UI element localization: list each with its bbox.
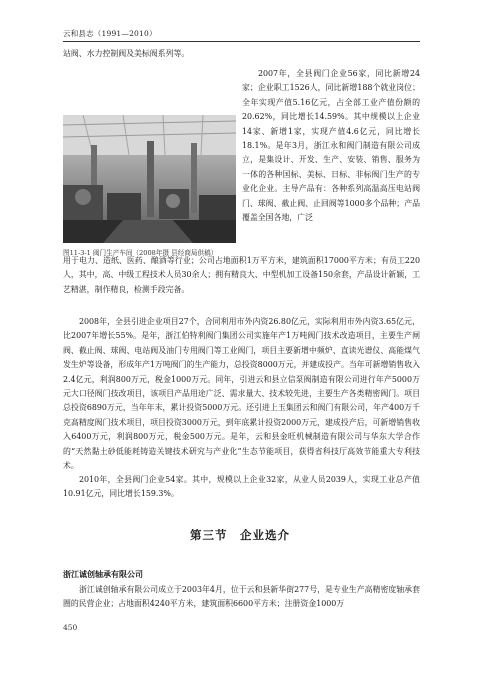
paragraph-2008: 2008年，全县引进企业项目27个，合同利用市外内资26.80亿元，实际利用市外内资3.65亿元，比2007年增长55%。是年，浙江伯特利阀门集团公司实施年产1万吨阀门技术改造项目，主要生产闸阀、截止阀、球阀、电站阀及油门专用阀门等工业阀门，项目主要新增中频炉、直读光谱仪、高能煤气发生炉等设备，形成年产1万吨阀门的生产能力，总投资8000万元，并建成投产。当年可新增销售收入2.4亿元，利润800万元，税金1000万元。同年，引进云和县立信泵阀制造有限公司进行年产5000万元大口径阀门技改项目，该项目产品用途广泛、需求量大、技术较先进，主要生产各类精密阀门。项目总投资6890万元，当年年末，累计投资5000万元。还引进上玉集团云和阀门有限公司，年产400万千克高精度阀门技术项目，项目投资3000万元，到年底累计投资2000万元，建成投产后，可新增销售收入6400万元，利润800万元，税金500万元。是年，云和县金旺机械制造有限公司与华东大学合作的“天然黏土砂低能耗铸造关键技术研究与产业化”生态节能项目，获得省科技厅高效节能重大专利技术。 xyxy=(63,317,420,471)
valve-workshop-photo xyxy=(63,115,236,243)
page-number: 450 xyxy=(63,623,78,632)
paragraph-2007-full-width: 用于电力、造纸、医药、酿酒等行业；公司占地面积1万平方米，建筑面积17000平方米；有员工220人，其中，高、中级工程技术人员30余人；拥有精良大、中型机加工设备150余套，产品设计新颖，工艺精湛，制作精良，检测手段完备。 xyxy=(63,256,420,294)
paragraph-company-intro: 浙江诚创轴承有限公司成立于2003年4月，位于云和县新华街277号，是专业生产高精密度轴承套圈的民营企业；占地面积4240平方米，建筑面积6600平方米；注册资金1000万 xyxy=(63,585,420,609)
workshop-photo-illustration xyxy=(63,115,236,243)
paragraph-intro-continuation: 站阀、水力控制阀及美标阀系列等。 xyxy=(63,49,190,58)
section-title: 第三节 企业选介 xyxy=(190,528,290,542)
photo-caption: 图11-3-1 阀门生产车间（2008年摄 县经商局供稿） xyxy=(63,249,218,257)
paragraph-2010: 2010年，全县阀门企业54家。其中，规模以上企业32家，从业人员2039人，实现工业总产值10.91亿元，同比增长159.3%。 xyxy=(63,475,420,499)
company-heading: 浙江诚创轴承有限公司 xyxy=(63,570,143,579)
paragraph-2007-right-column: 2007年，全县阀门企业56家，同比新增24家；企业职工1526人，同比新增188个就业岗位；全年实现产值5.16亿元，占全部工业产值份额的20.62%，同比增长14.59%。其中规模以上企业14家、新增1家，实现产值4.6亿元，同比增长18.1%。是年3月，浙江永和阀门制造有限公司成立，是集设计、开发、生产、安装、销售、服务为一体的各种国标、美标、日标、非标阀门生产的专业化企业。主导产品有：各种系列高温高压电站阀门、球阀、截止阀、止回阀等1000多个品种；产品覆盖全国各地，广泛 xyxy=(242,69,420,223)
running-head: 云和县志（1991—2010） xyxy=(63,29,157,38)
header-rule xyxy=(63,41,420,42)
